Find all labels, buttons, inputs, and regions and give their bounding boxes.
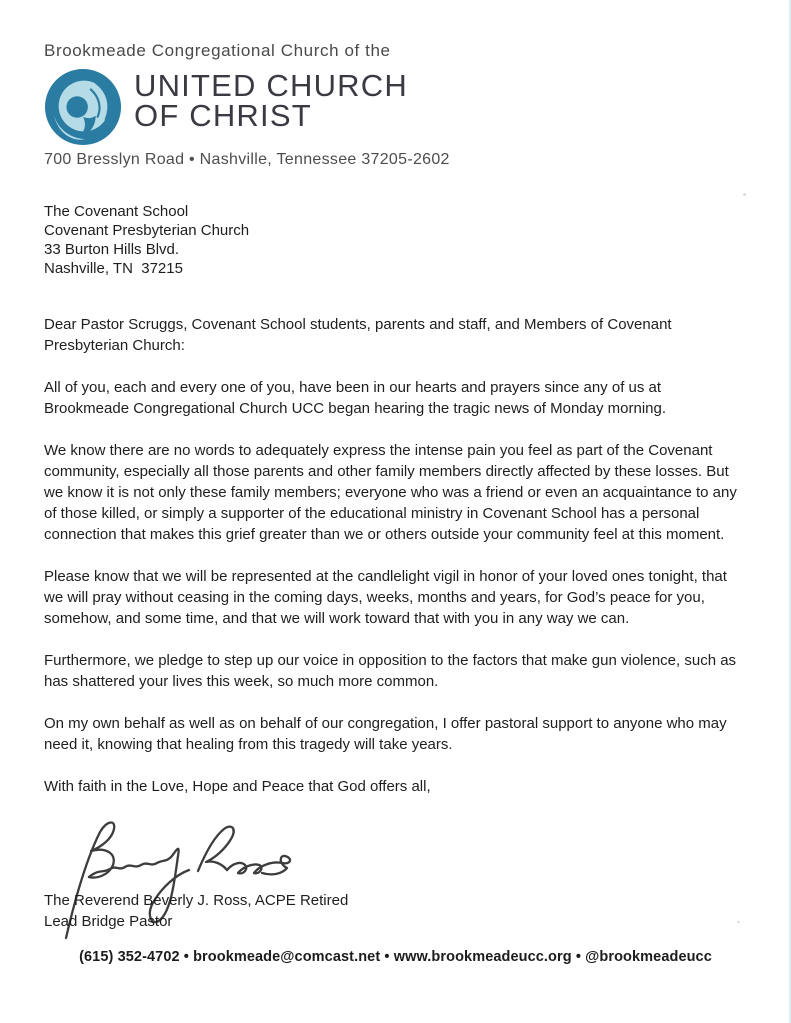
letterhead: [44, 42, 745, 169]
denomination-name: [134, 67, 408, 133]
signer-name-line: The Reverend Beverly J. Ross, ACPE Retired: [44, 891, 349, 909]
paragraph: On my own behalf as well as on behalf of our congregation, I offer pastoral support to anyone who may need it, knowing that healing from this tragedy will take years.: [44, 714, 727, 753]
paragraph: Please know that we will be represented at the candlelight vigil in honor of your loved ones tonight, that we will pray without ceasing in the coming days, weeks, months and years, for God’s peace for you, somehow, and some time, and that we will work toward that with you in any way we can.: [44, 567, 727, 627]
paragraph: We know there are no words to adequately express the intense pain you feel as part of the Covenant community, especially all those parents and other family members directly affected by these losses. But we know it is not only these family members; everyone who was a friend or even an acquaintance to any of those killed, or simply a supporter of the educational ministry in Covenant School has a personal connection that makes this grief greater than we or others outside your community feel at this moment.: [44, 441, 737, 543]
church-address-line: 700 Bresslyn Road • Nashville, Tennessee 37205-2602: [44, 150, 450, 168]
letter-body: [44, 314, 745, 797]
signature-block: [44, 818, 745, 953]
paragraph: All of you, each and every one of you, have been in our hearts and prayers since any of us at Brookmeade Congregational Church UCC began hearing the tragic news of Monday morning.: [44, 378, 667, 417]
scan-speck: [743, 193, 746, 196]
recipient-line: The Covenant School: [44, 202, 189, 220]
recipient-line: Covenant Presbyterian Church: [44, 221, 250, 239]
footer-contact-line: (615) 352-4702 • brookmeade@comcast.net • www.brookmeadeucc.org • @brookmeadeucc: [79, 949, 712, 965]
signer-title-line: Lead Bridge Pastor: [44, 912, 173, 930]
denomination-line-1: UNITED CHURCH: [134, 67, 408, 103]
closing-line: With faith in the Love, Hope and Peace that God offers all,: [44, 777, 431, 795]
salutation: Dear Pastor Scruggs, Covenant School students, parents and staff, and Members of Covenant Presbyterian Church:: [44, 315, 672, 354]
org-name-line: Brookmeade Congregational Church of the: [44, 41, 391, 60]
recipient-line: Nashville, TN 37215: [44, 259, 183, 277]
signer-typed-lines: [44, 890, 348, 932]
paragraph: Furthermore, we pledge to step up our voice in opposition to the factors that make gun violence, such as has shattered your lives this week, so much more common.: [44, 651, 737, 690]
recipient-line: 33 Burton Hills Blvd.: [44, 240, 180, 258]
recipient-address-block: [44, 202, 745, 278]
denomination-line-2: OF CHRIST: [134, 97, 312, 133]
ucc-comma-wave-logo-icon: [44, 68, 122, 146]
